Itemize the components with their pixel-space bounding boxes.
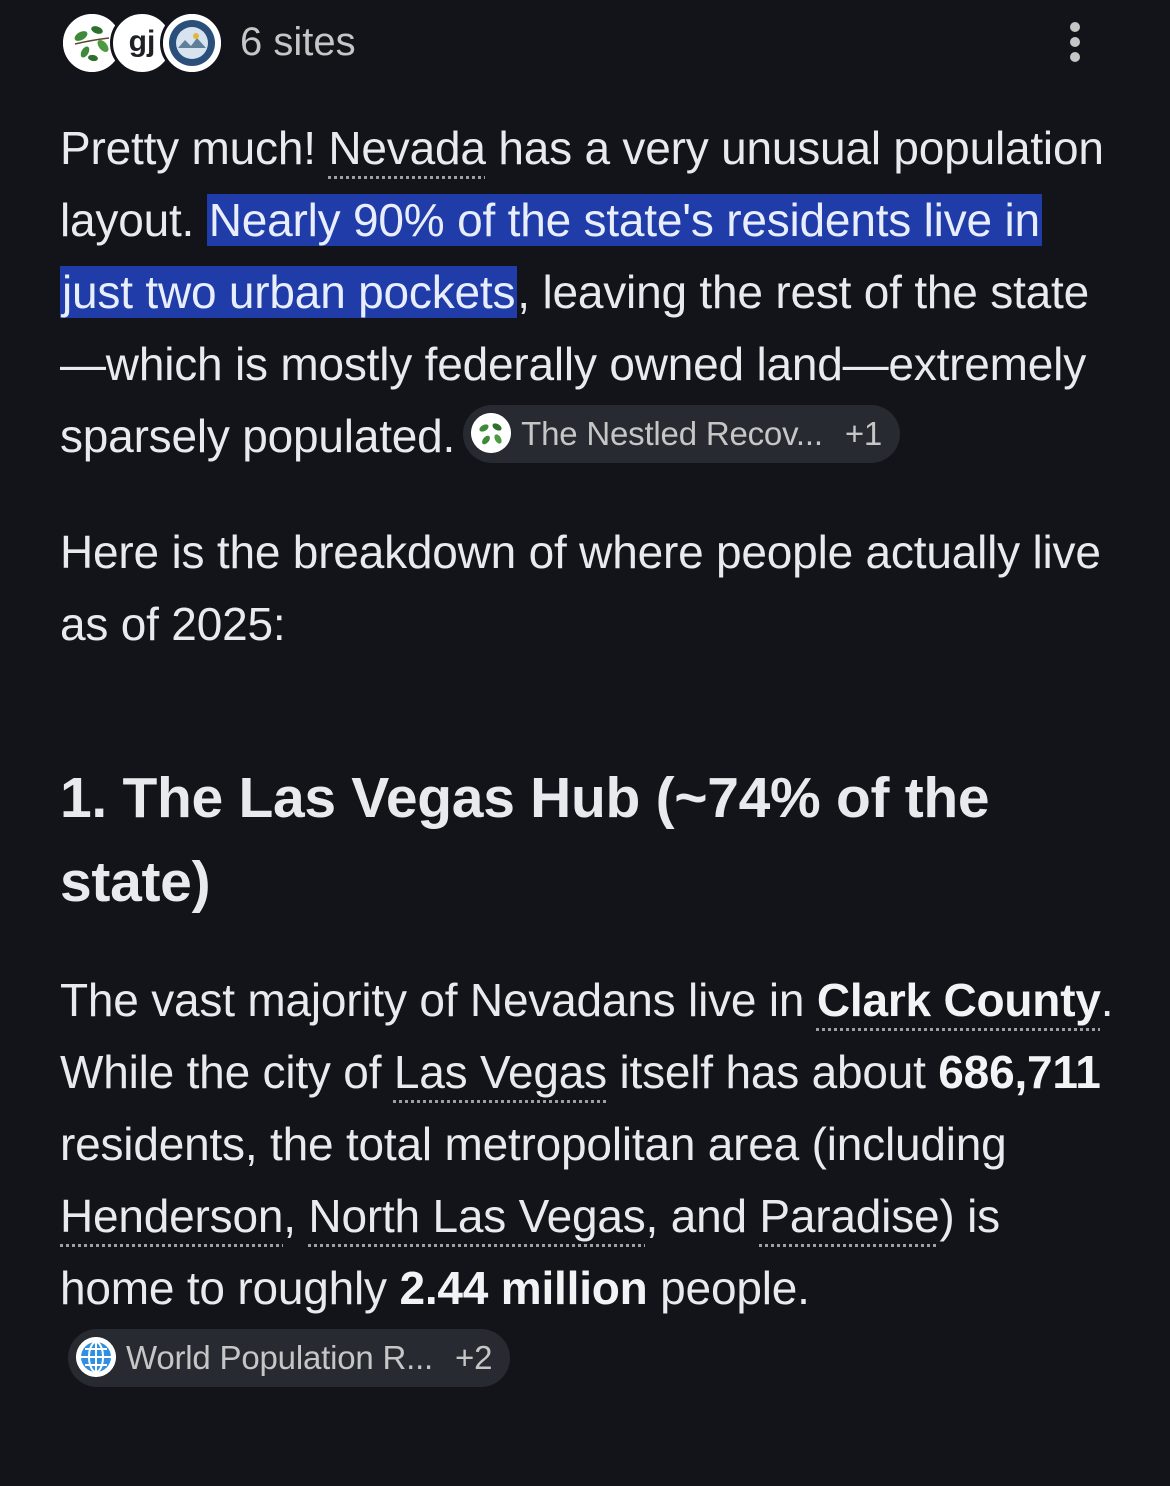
text-run: residents, the total metropolitan area (including — [60, 1118, 1007, 1170]
link-henderson[interactable]: Henderson — [60, 1190, 284, 1242]
highlighted-claim[interactable]: Nearly 90% of the state's residents live in just two urban pockets — [62, 194, 1040, 318]
link-las-vegas[interactable]: Las Vegas — [393, 1046, 607, 1098]
text-run: . While the city of — [60, 974, 1114, 1098]
text-run: , — [283, 1190, 309, 1242]
chip-more-count: +2 — [455, 1338, 493, 1376]
link-north-las-vegas[interactable]: North Las Vegas — [308, 1190, 646, 1242]
chip-label: World Population R... — [126, 1338, 434, 1376]
more-options-icon[interactable] — [1070, 22, 1080, 62]
plant-site-icon — [471, 413, 511, 453]
text-run: Pretty much! — [60, 122, 329, 174]
text-run: ) is home to roughly — [60, 1190, 1000, 1314]
chip-label: The Nestled Recov... — [521, 414, 823, 452]
sources-header — [60, 10, 1100, 72]
section-heading-las-vegas: 1. The Las Vegas Hub (~74% of the state) — [60, 766, 990, 914]
text-run: , and — [645, 1190, 760, 1242]
answer-content — [60, 112, 1120, 1396]
globe-icon — [76, 1337, 116, 1377]
las-vegas-paragraph — [60, 964, 1120, 1396]
bold-population-metro: 2.44 million — [399, 1262, 648, 1314]
link-paradise[interactable]: Paradise — [759, 1190, 940, 1242]
intro-paragraph — [60, 112, 1120, 472]
nevada-seal-icon — [160, 11, 224, 75]
link-clark-county[interactable]: Clark County — [816, 974, 1101, 1026]
text-run: The vast majority of Nevadans live in — [60, 974, 817, 1026]
bold-population-city: 686,711 — [938, 1046, 1101, 1098]
source-chip-nestled-recovery[interactable] — [463, 405, 900, 463]
text-run: , leaving the rest of the state—which is mostly federally owned land—extremely sparsely populated. — [60, 266, 1089, 462]
text-run: people. — [647, 1262, 810, 1314]
rgj-site-icon-text: gj — [128, 25, 156, 58]
source-chip-world-population-review[interactable] — [68, 1329, 510, 1387]
breakdown-intro: Here is the breakdown of where people actually live as of 2025: — [60, 526, 1101, 650]
link-nevada[interactable]: Nevada — [328, 122, 486, 174]
source-avatars[interactable] — [60, 10, 220, 72]
sites-count[interactable]: 6 sites — [240, 20, 356, 64]
chip-more-count: +1 — [844, 414, 883, 452]
text-run: has a very unusual population layout. — [60, 122, 1104, 246]
text-run: itself has about — [606, 1046, 939, 1098]
